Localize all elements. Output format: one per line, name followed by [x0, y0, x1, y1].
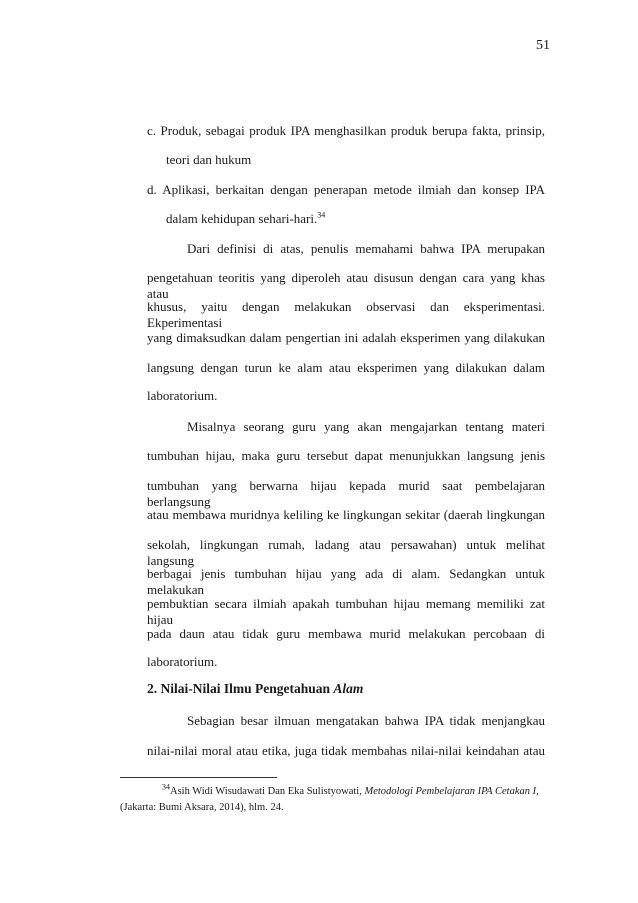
paragraph-line: Dari definisi di atas, penulis memahami bahwa IPA merupakan [187, 241, 545, 256]
paragraph-line: Misalnya seorang guru yang akan mengajarkan tentang materi [187, 419, 545, 434]
paragraph-line: pengetahuan teoritis yang diperoleh atau disusun dengan cara yang khas atau [147, 270, 545, 301]
list-item-c [147, 123, 545, 139]
paragraph-line: yang dimaksudkan dalam pengertian ini adalah eksperimen yang dilakukan [147, 330, 545, 345]
heading-text: Nilai-Nilai Ilmu Pengetahuan [160, 681, 331, 696]
list-marker: c. [147, 123, 157, 138]
paragraph-line: laboratorium. [147, 654, 218, 669]
list-item-text: Aplikasi, berkaitan dengan penerapan metode ilmiah dan konsep IPA [162, 182, 545, 197]
list-item-c-cont: teori dan hukum [166, 152, 252, 167]
paragraph-line: tumbuhan yang berwarna hijau kepada murid saat pembelajaran berlangsung [147, 478, 545, 509]
paragraph-line: atau membawa muridnya keliling ke lingkungan sekitar (daerah lingkungan [147, 507, 545, 522]
paragraph-line: pembuktian secara ilmiah apakah tumbuhan hijau memang memiliki zat hijau [147, 596, 545, 627]
footnote-authors: Asih Widi Wisudawati Dan Eka Sulistyowati, [170, 786, 362, 797]
footnote-publication: (Jakarta: Bumi Aksara, 2014), hlm. 24. [120, 802, 284, 813]
paragraph-line: khusus, yaitu dengan melakukan observasi dan eksperimentasi. Ekperimentasi [147, 299, 545, 330]
paragraph-line: nilai-nilai moral atau etika, juga tidak membahas nilai-nilai keindahan atau [147, 743, 545, 758]
section-heading [147, 681, 363, 697]
list-marker: d. [147, 182, 157, 197]
paragraph-line: tumbuhan hijau, maka guru tersebut dapat menunjukkan langsung jenis [147, 448, 545, 463]
footnote-reference[interactable]: 34 [317, 210, 326, 220]
heading-italic-text: Alam [333, 681, 364, 696]
footnote-divider [120, 777, 277, 778]
footnote [162, 782, 539, 798]
list-item-d-cont [166, 211, 545, 227]
paragraph-line: Sebagian besar ilmuan mengatakan bahwa IPA tidak menjangkau [187, 713, 545, 728]
list-item-text: Produk, sebagai produk IPA menghasilkan produk berupa fakta, prinsip, [160, 123, 546, 138]
footnote-title: Metodologi Pembelajaran IPA Cetakan I, [364, 786, 539, 797]
paragraph-line: berbagai jenis tumbuhan hijau yang ada di alam. Sedangkan untuk melakukan [147, 566, 545, 597]
paragraph-line: pada daun atau tidak guru membawa murid melakukan percobaan di [147, 626, 545, 641]
paragraph-line: sekolah, lingkungan rumah, ladang atau persawahan) untuk melihat langsung [147, 537, 545, 568]
page-number: 51 [536, 38, 550, 53]
footnote-number: 34 [162, 782, 170, 792]
heading-number: 2. [147, 681, 158, 696]
paragraph-line: langsung dengan turun ke alam atau eksperimen yang dilakukan dalam [147, 360, 545, 375]
list-item-d [147, 182, 545, 198]
paragraph-line: laboratorium. [147, 388, 218, 403]
list-item-text: dalam kehidupan sehari-hari. [166, 211, 318, 226]
